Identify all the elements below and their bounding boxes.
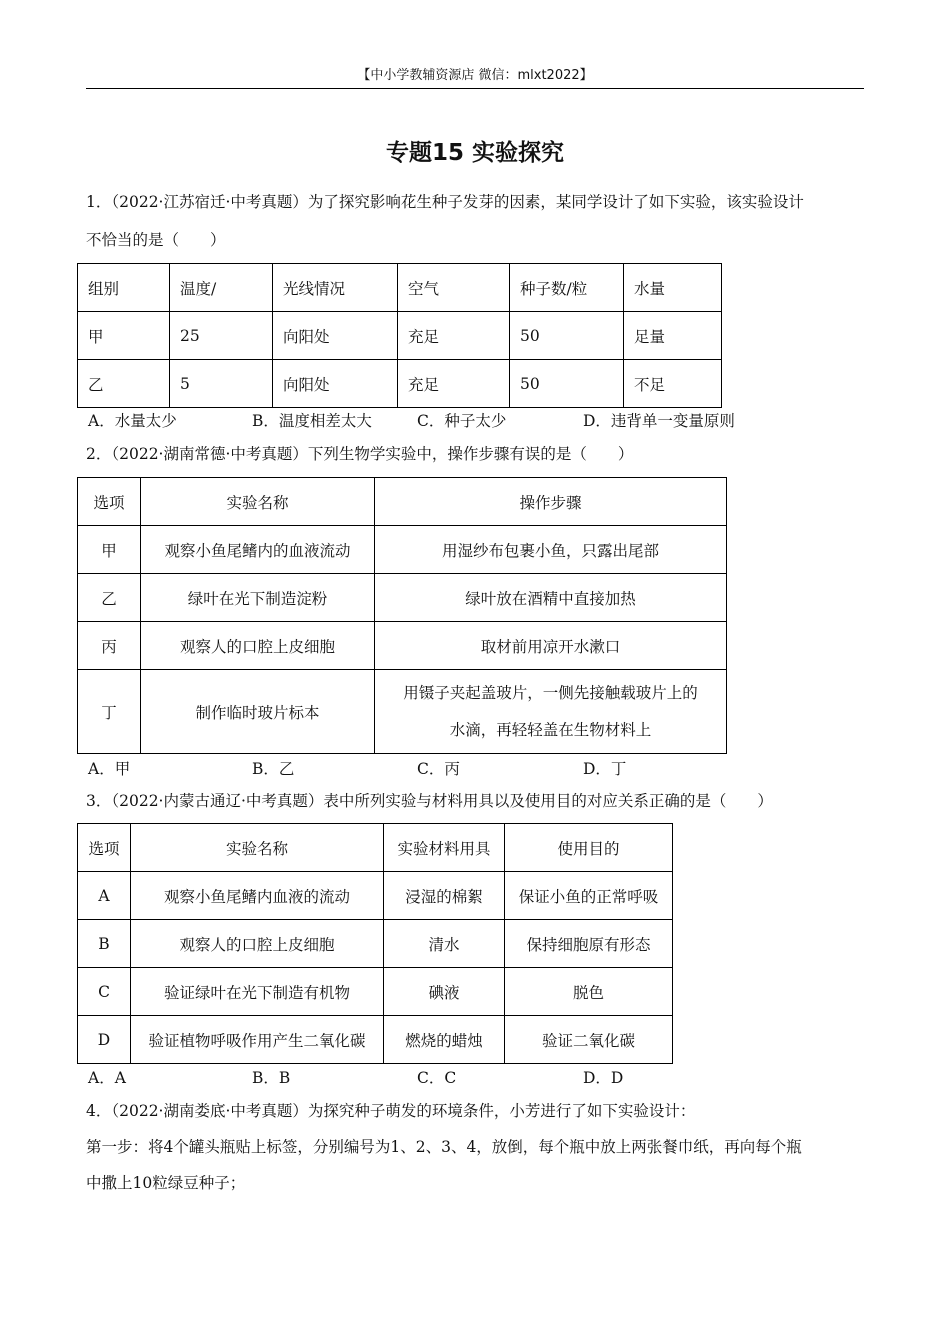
table-cell: 不足 <box>624 360 722 408</box>
table-row <box>78 312 722 360</box>
q4-step1-line2: 中撒上10粒绿豆种子； <box>86 1174 246 1192</box>
table-cell: 充足 <box>398 360 510 408</box>
q2-options <box>88 757 848 781</box>
table-cell: 制作临时玻片标本 <box>141 670 375 754</box>
table-cell: 用湿纱布包裹小鱼，只露出尾部 <box>375 526 727 574</box>
table-cell: A <box>78 872 131 920</box>
table-row <box>78 670 727 754</box>
step-line-1: 用镊子夹起盖玻片，一侧先接触载玻片上的 <box>403 683 698 702</box>
q3-option-b[interactable]: B．B <box>252 1069 291 1087</box>
q1-stem-line2: 不恰当的是（ ） <box>86 231 226 249</box>
q3-header-option: 选项 <box>78 824 131 872</box>
table-cell: 乙 <box>78 360 170 408</box>
table-cell: 碘液 <box>384 968 505 1016</box>
q1-option-d[interactable]: D．违背单一变量原则 <box>583 412 735 430</box>
q3-options <box>88 1066 848 1090</box>
table-cell: 观察人的口腔上皮细胞 <box>131 920 384 968</box>
q1-header-temp: 温度/ <box>170 264 273 312</box>
table-cell: 观察人的口腔上皮细胞 <box>141 622 375 670</box>
q2-option-c[interactable]: C．丙 <box>417 760 460 778</box>
q2-option-a[interactable]: A．甲 <box>88 760 131 778</box>
table-cell: 观察小鱼尾鳍内血液的流动 <box>131 872 384 920</box>
page-header: 【中小学教辅资源店 微信：mlxt2022】 <box>86 66 864 89</box>
table-cell: 保证小鱼的正常呼吸 <box>505 872 673 920</box>
table-cell: 25 <box>170 312 273 360</box>
table-cell: 验证二氧化碳 <box>505 1016 673 1064</box>
table-cell: 50 <box>510 312 624 360</box>
table-cell: 清水 <box>384 920 505 968</box>
step-line-2: 水滴，再轻轻盖在生物材料上 <box>449 720 652 739</box>
q1-stem-line1: 1．（2022·江苏宿迁·中考真题）为了探究影响花生种子发芽的因素，某同学设计了如下实验，该实验设计 <box>86 193 804 211</box>
table-cell: 观察小鱼尾鳍内的血液流动 <box>141 526 375 574</box>
table-cell <box>375 670 727 754</box>
q1-header-seeds: 种子数/粒 <box>510 264 624 312</box>
table-row <box>78 968 673 1016</box>
table-row <box>78 920 673 968</box>
q4-step1-line1: 第一步：将4个罐头瓶贴上标签，分别编号为1、2、3、4，放倒，每个瓶中放上两张餐巾纸，再向每个瓶 <box>86 1138 802 1156</box>
table-row <box>78 526 727 574</box>
q1-table <box>77 263 722 408</box>
table-row <box>78 1016 673 1064</box>
q3-header-materials: 实验材料用具 <box>384 824 505 872</box>
table-cell: 5 <box>170 360 273 408</box>
table-cell: 燃烧的蜡烛 <box>384 1016 505 1064</box>
q1-header-air: 空气 <box>398 264 510 312</box>
q2-option-d[interactable]: D．丁 <box>583 760 627 778</box>
table-cell: 保持细胞原有形态 <box>505 920 673 968</box>
q1-options <box>88 409 848 433</box>
table-row <box>78 574 727 622</box>
table-cell: 丙 <box>78 622 141 670</box>
table-cell: 充足 <box>398 312 510 360</box>
table-row <box>78 622 727 670</box>
table-cell: 浸湿的棉絮 <box>384 872 505 920</box>
table-cell: 50 <box>510 360 624 408</box>
table-row <box>78 872 673 920</box>
table-cell: 脱色 <box>505 968 673 1016</box>
q3-option-d[interactable]: D．D <box>583 1069 624 1087</box>
table-cell: C <box>78 968 131 1016</box>
q1-option-b[interactable]: B．温度相差太大 <box>252 412 372 430</box>
q2-header-name: 实验名称 <box>141 478 375 526</box>
table-cell: 绿叶放在酒精中直接加热 <box>375 574 727 622</box>
q1-header-light: 光线情况 <box>273 264 398 312</box>
q3-option-c[interactable]: C．C <box>417 1069 457 1087</box>
q1-header-group: 组别 <box>78 264 170 312</box>
table-cell: 甲 <box>78 526 141 574</box>
table-cell: 绿叶在光下制造淀粉 <box>141 574 375 622</box>
q3-header-name: 实验名称 <box>131 824 384 872</box>
q3-table <box>77 823 673 1064</box>
table-cell: 足量 <box>624 312 722 360</box>
table-cell: 甲 <box>78 312 170 360</box>
table-cell: 丁 <box>78 670 141 754</box>
q3-option-a[interactable]: A．A <box>88 1069 126 1087</box>
page-title: 专题15 实验探究 <box>385 140 564 166</box>
q2-table <box>77 477 727 754</box>
table-cell: 验证植物呼吸作用产生二氧化碳 <box>131 1016 384 1064</box>
q2-header-steps: 操作步骤 <box>375 478 727 526</box>
q3-stem: 3．（2022·内蒙古通辽·中考真题）表中所列实验与材料用具以及使用目的对应关系正确的是（ ） <box>86 792 773 810</box>
q3-header-purpose: 使用目的 <box>505 824 673 872</box>
q2-option-b[interactable]: B．乙 <box>252 760 295 778</box>
q1-option-a[interactable]: A．水量太少 <box>88 412 177 430</box>
table-cell: 取材前用凉开水漱口 <box>375 622 727 670</box>
q2-header-option: 选项 <box>78 478 141 526</box>
table-cell: B <box>78 920 131 968</box>
table-row <box>78 360 722 408</box>
q4-stem: 4．（2022·湖南娄底·中考真题）为探究种子萌发的环境条件，小芳进行了如下实验设计： <box>86 1102 696 1120</box>
q1-option-c[interactable]: C．种子太少 <box>417 412 507 430</box>
table-cell: D <box>78 1016 131 1064</box>
table-cell: 向阳处 <box>273 312 398 360</box>
table-cell: 乙 <box>78 574 141 622</box>
q1-header-water: 水量 <box>624 264 722 312</box>
q2-stem: 2．（2022·湖南常德·中考真题）下列生物学实验中，操作步骤有误的是（ ） <box>86 445 634 463</box>
table-cell: 验证绿叶在光下制造有机物 <box>131 968 384 1016</box>
table-cell: 向阳处 <box>273 360 398 408</box>
